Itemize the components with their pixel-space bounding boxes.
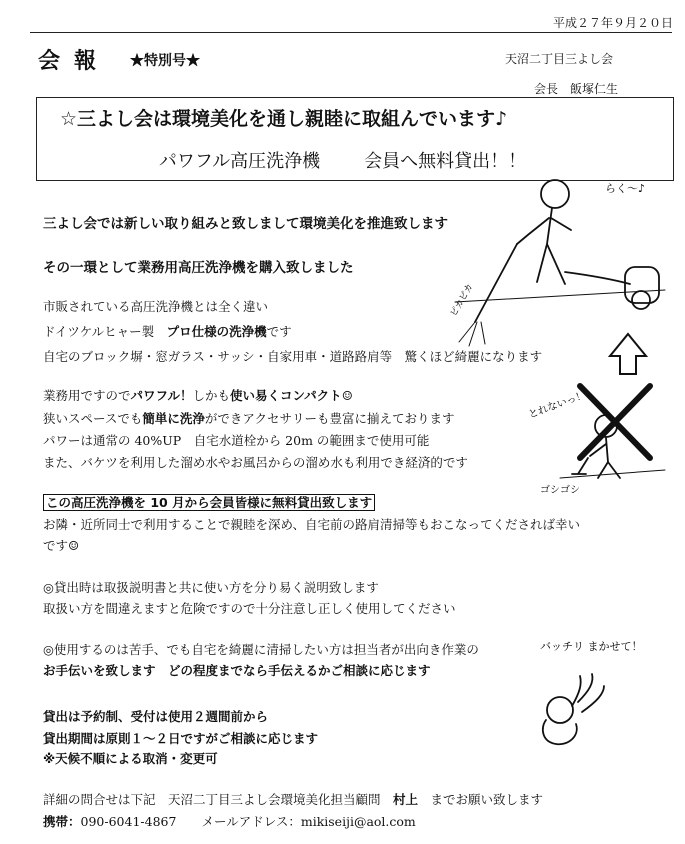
ok-hand-illustration xyxy=(520,632,670,752)
feature-pro-spec: プロ仕様の洗浄機 xyxy=(166,324,267,339)
lending-boxed-text: この高圧洗浄機を 10 月から会員皆様に無料貸出致します xyxy=(43,494,375,511)
subheadline-product: パワフル高圧洗浄機 xyxy=(158,151,321,172)
issue-date: 平成２７年９月２０日 xyxy=(552,16,673,30)
phone-label: 携帯： xyxy=(43,814,81,829)
feature-line-5 xyxy=(43,409,455,429)
contact-line-1 xyxy=(43,790,543,810)
spray-text: ピカピカ xyxy=(448,282,476,319)
subheadline-offer: 会員へ無料貸出！！ xyxy=(364,151,527,172)
feature-suffix: です xyxy=(266,324,292,339)
president-name: 会長 飯塚仁生 xyxy=(534,82,619,96)
note-2-help: お手伝いを致します xyxy=(43,663,156,678)
person-head xyxy=(541,180,569,208)
cross-text: とれないっ！ xyxy=(527,389,588,421)
washer-wheel xyxy=(632,291,650,309)
subheadline xyxy=(0,147,685,173)
person-body xyxy=(517,208,571,284)
feature-text: 狭いスペースでも xyxy=(43,411,143,426)
feature-powerful: パワフル！ xyxy=(130,388,193,403)
contact-text: までお願い致します xyxy=(418,792,544,807)
intro-line-2: その一環として業務用高圧洗浄機を購入致しました xyxy=(43,260,354,276)
organization-name: 天沼二丁目三よし会 xyxy=(505,52,614,66)
water-spray xyxy=(459,322,485,346)
lending-line-1: お隣・近所同士で利用することで親睦を深め、自宅前の路肩清掃等もおこなってくだされば幸い xyxy=(43,517,581,532)
feature-line-7: また、バケツを利用した溜め水やお風呂からの溜め水も利用でき経済的です xyxy=(43,455,468,470)
note-1-line-1: ◎貸出時は取扱説明書と共に使い方を分り易く説明致します xyxy=(43,580,379,595)
lending-announcement xyxy=(43,493,375,513)
hose xyxy=(565,272,630,284)
scrub-text: ゴシゴシ xyxy=(540,485,580,496)
note-2-line-2 xyxy=(43,661,431,681)
spray-wand xyxy=(475,244,517,322)
ok-circle xyxy=(547,697,573,723)
feature-line-2 xyxy=(43,322,292,342)
contact-text: 詳細の問合せは下記 天沼二丁目三よし会環境美化担当顧問 xyxy=(43,792,394,807)
feature-line-3: 自宅のブロック塀・窓ガラス・サッシ・自家用車・道路路肩等 驚くほど綺麗になります xyxy=(43,349,543,364)
feature-easy-wash: 簡単に洗浄 xyxy=(142,411,205,426)
newsletter-title: 会報 xyxy=(38,48,111,74)
smile-icon: ☺ xyxy=(341,388,353,403)
note-2-consult: どの程度までなら手伝えるかご相談に応じます xyxy=(155,663,431,678)
intro-line-1: 三よし会では新しい取り組みと致しまして環境美化を推進致します xyxy=(43,216,448,232)
note-2-line-1: ◎使用するのは苦手、でも自宅を綺麗に清掃したい方は担当者が出向き作業の xyxy=(43,642,479,657)
rule-2: 貸出期間は原則１～２日ですがご相談に応じます xyxy=(43,731,319,746)
lending-line-2: です☺ xyxy=(43,538,80,553)
feature-compact: 使い易くコンパクト xyxy=(230,388,342,403)
phone-number: 090-6041-4867 xyxy=(80,814,177,829)
feature-text: 業務用ですので xyxy=(43,388,131,403)
feature-line-4 xyxy=(43,386,353,406)
feature-text: ができアクセサリーも豊富に揃えております xyxy=(204,411,455,426)
top-rule xyxy=(30,32,672,33)
contact-person: 村上 xyxy=(393,792,419,807)
feature-text: しかも xyxy=(192,388,231,403)
headline: ☆三よし会は環境美化を通し親睦に取組んでいます♪ xyxy=(60,108,508,130)
note-1-line-2: 取扱い方を間違えますと危険ですので十分注意し正しく使用してください xyxy=(43,601,456,616)
contact-line-2 xyxy=(43,812,416,832)
scrubbing-illustration xyxy=(520,378,670,496)
arrow-up-icon xyxy=(604,330,652,378)
special-issue-label: ★特別号★ xyxy=(130,53,200,69)
email-label: メールアドレス： xyxy=(176,814,301,829)
washer-illustration xyxy=(448,172,670,352)
feature-line-1: 市販されている高圧洗浄機とは全く違い xyxy=(43,299,269,314)
rule-3: ※天候不順による取消・変更可 xyxy=(43,751,218,766)
email-address[interactable]: mikiseiji@aol.com xyxy=(300,814,416,829)
sing-text: らく～♪ xyxy=(605,182,646,195)
rule-1: 貸出は予約制、受付は使用２週間前から xyxy=(43,709,269,724)
ok-text: バッチリ まかせて！ xyxy=(540,640,643,653)
feature-maker: ドイツケルヒャー製 xyxy=(43,324,167,339)
feature-line-6: パワーは通常の 40%UP 自宅水道栓から 20m の範囲まで使用可能 xyxy=(43,433,430,448)
washer-machine xyxy=(625,267,659,303)
cross-mark-icon xyxy=(580,386,650,458)
